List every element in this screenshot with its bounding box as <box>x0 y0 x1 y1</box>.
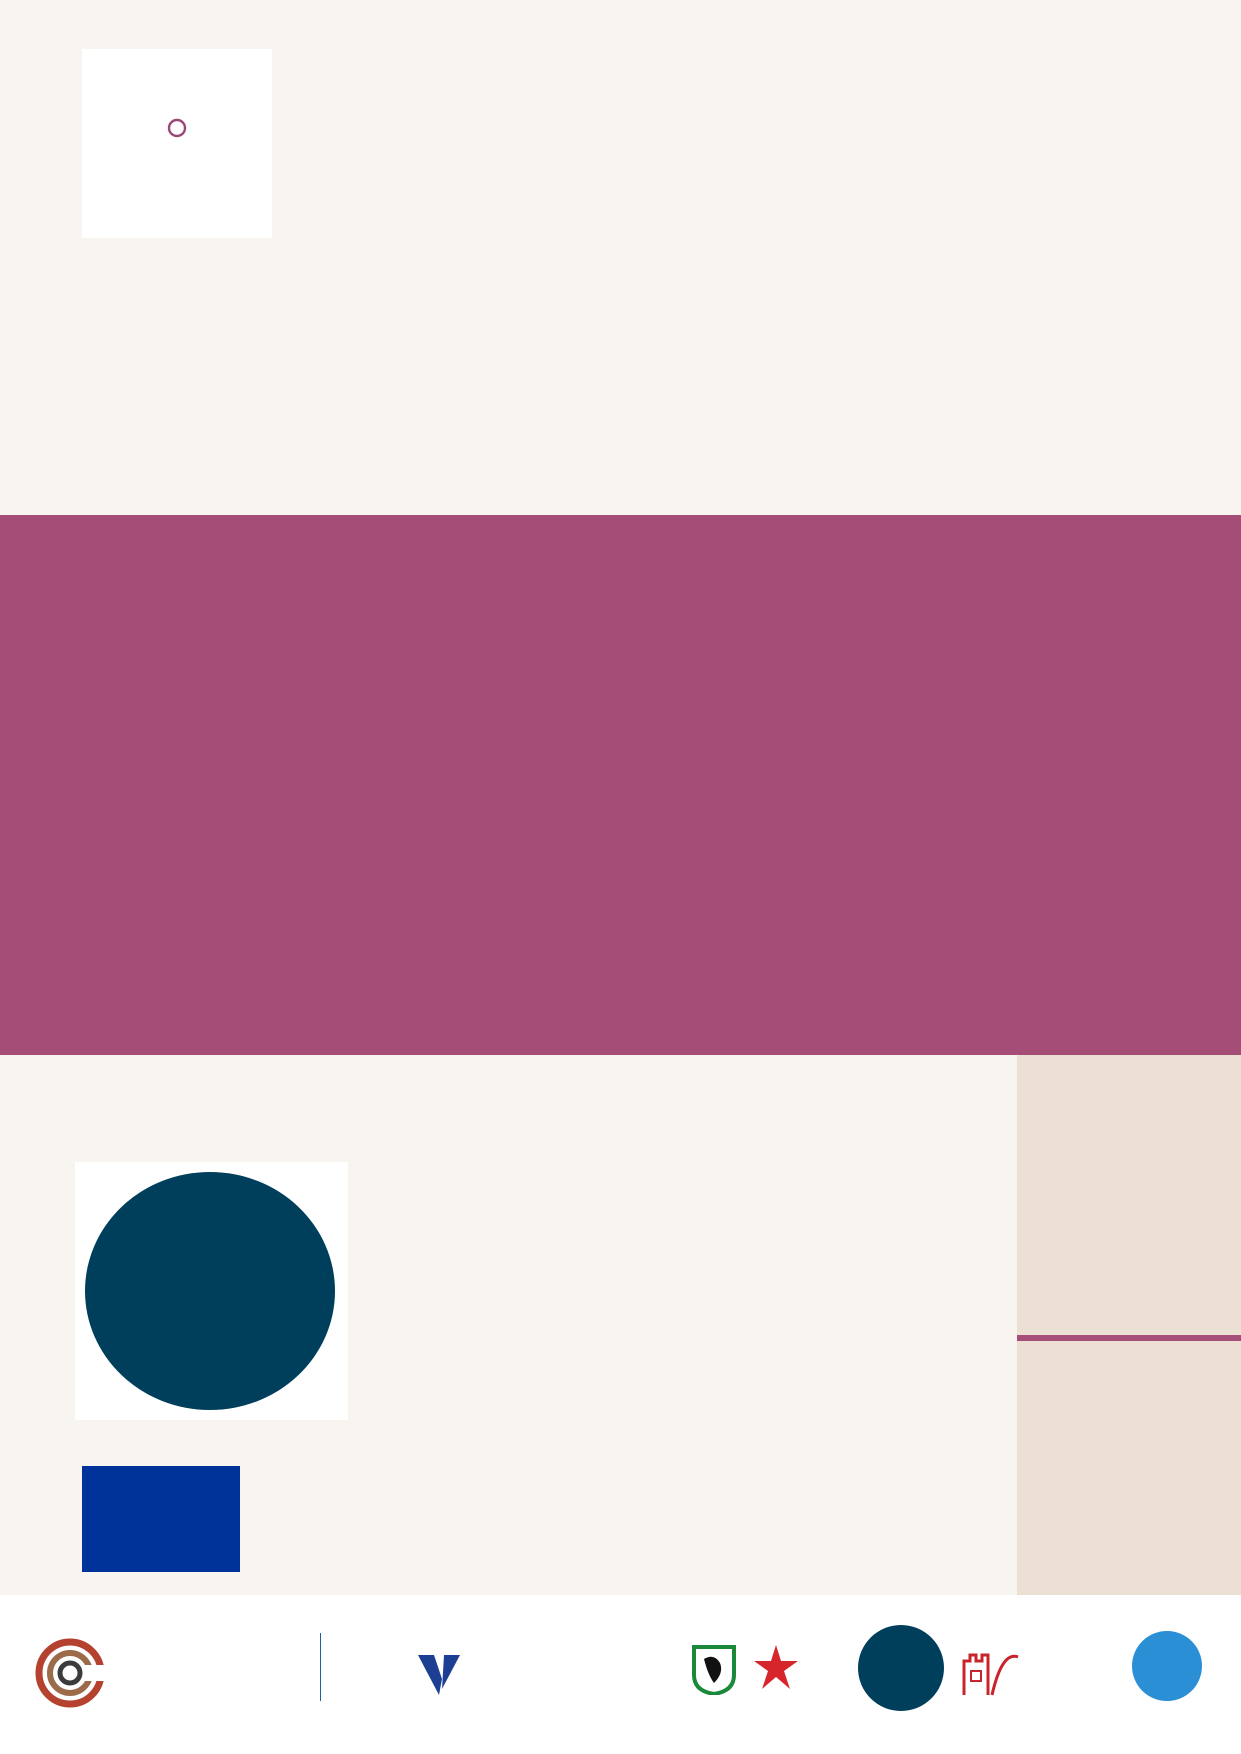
fbk-isr-logo <box>238 1625 398 1725</box>
fal-small-logo <box>858 1625 944 1725</box>
ingrid-logo <box>82 49 272 238</box>
people-illustration <box>600 218 1220 668</box>
regione-marche-logo <box>594 1625 744 1725</box>
arci-liguria-logo <box>754 1625 854 1725</box>
fal-small-circle <box>858 1625 944 1711</box>
deliverable-panel <box>1017 1055 1241 1595</box>
flower-mandala-icon <box>112 63 242 193</box>
ccpi-rings-icon <box>34 1633 106 1713</box>
marche-shield-icon <box>692 1645 736 1695</box>
divider <box>320 1633 321 1701</box>
eu-flag-icon <box>82 1466 240 1572</box>
veneto-v-icon <box>418 1655 460 1695</box>
divider <box>1017 1335 1241 1341</box>
fal-logo <box>75 1162 348 1420</box>
veneto-lavoro-logo <box>418 1625 568 1725</box>
castle-icon <box>962 1647 1020 1697</box>
franco-demarchi-logo <box>962 1625 1132 1725</box>
jcie-circle <box>1132 1631 1202 1701</box>
jcie-logo <box>1132 1625 1204 1725</box>
ccpi-logo <box>34 1625 234 1725</box>
partner-logos <box>0 1595 1241 1754</box>
star-icon <box>754 1645 798 1689</box>
fal-circle <box>85 1172 335 1410</box>
